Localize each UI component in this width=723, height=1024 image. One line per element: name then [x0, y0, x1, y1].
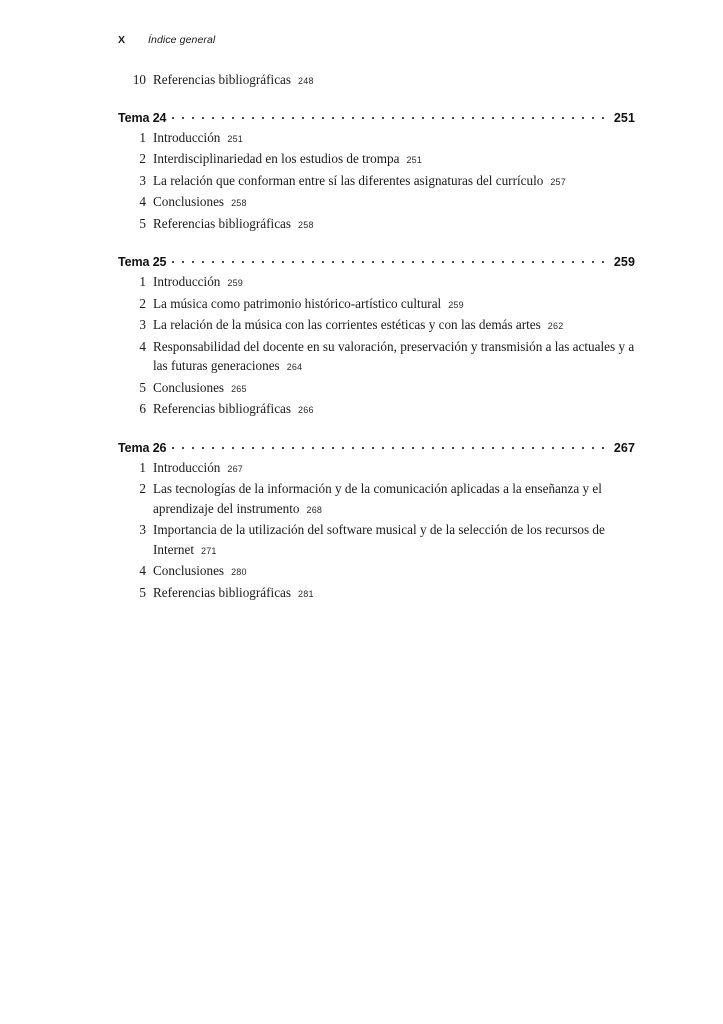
- toc-entry-number: 4: [139, 338, 146, 354]
- toc-section: [118, 254, 635, 421]
- toc-entry-page: 264: [286, 362, 303, 372]
- toc-entry[interactable]: [118, 315, 635, 337]
- toc-entry-page: 257: [550, 176, 566, 187]
- toc-entry-title: Introducción: [153, 129, 221, 145]
- page-folio: X: [118, 34, 126, 46]
- toc-entry[interactable]: [118, 399, 635, 421]
- toc-section-entries: [118, 272, 635, 421]
- toc-entry-title: La relación que conforman entre sí las diferentes asignaturas del currículo: [153, 172, 544, 188]
- toc-entry-page: 271: [201, 545, 217, 556]
- toc-entry-number: 2: [139, 481, 146, 496]
- toc-entry-page: 251: [227, 133, 244, 144]
- toc-orphan-entries: [118, 70, 635, 92]
- toc-section-entries: [118, 458, 635, 605]
- toc-entry[interactable]: [118, 479, 635, 520]
- toc-entry-body: [153, 70, 635, 92]
- toc-entry-number: 5: [139, 584, 146, 600]
- toc-entry-page: 259: [448, 299, 464, 310]
- toc-entry-page: 258: [298, 219, 314, 230]
- toc-entry-page: 266: [298, 405, 314, 415]
- toc-section-entries: [118, 128, 635, 236]
- toc-entry[interactable]: [118, 192, 635, 214]
- toc-entry-page: 259: [227, 278, 244, 288]
- toc-entry-page: 265: [231, 383, 247, 394]
- toc-entry-body: [153, 315, 635, 337]
- toc-entry-number: 10: [132, 72, 146, 87]
- toc-entry-number: 1: [139, 459, 146, 475]
- toc-entry-body: [153, 520, 635, 561]
- toc-entry-page: 262: [547, 321, 564, 331]
- toc-entry-title: Referencias bibliográficas: [153, 72, 292, 87]
- toc-entry-page: 280: [231, 567, 247, 577]
- toc-entry-number: 1: [139, 129, 146, 145]
- toc-entry-number: 2: [139, 151, 146, 166]
- dot-leader: [172, 254, 605, 266]
- toc-entry-title: Importancia de la utilización del software musical y de la selección de los recursos de Internet: [153, 522, 605, 557]
- toc-entry-body: [153, 149, 635, 171]
- running-head: [118, 34, 638, 50]
- toc-entry[interactable]: [118, 561, 635, 583]
- toc-entry-number: 1: [139, 274, 146, 289]
- toc-entry-number: 3: [139, 317, 146, 332]
- toc-entry-title: Introducción: [153, 274, 221, 289]
- toc-entry-body: [153, 294, 635, 316]
- toc-entry-number: 3: [139, 522, 146, 537]
- toc-entry-page: 268: [306, 504, 323, 515]
- toc-section: [118, 110, 635, 236]
- toc-entry-title: Referencias bibliográficas: [153, 215, 292, 231]
- toc-entry-page: 251: [406, 155, 423, 165]
- toc-entry-body: [153, 378, 635, 400]
- toc-entry-title: Referencias bibliográficas: [153, 584, 292, 600]
- toc-section-page: 259: [613, 255, 635, 269]
- toc-section-page: 251: [613, 110, 635, 125]
- toc-entry[interactable]: [118, 272, 635, 294]
- toc-section-heading[interactable]: [118, 110, 635, 125]
- running-head-title: Índice general: [148, 34, 216, 46]
- toc-entry-number: 6: [139, 401, 146, 416]
- section-spacer: [118, 421, 635, 440]
- toc-entry-body: [153, 192, 635, 214]
- toc-entry[interactable]: [118, 294, 635, 316]
- dot-leader: [172, 110, 605, 122]
- toc-entry-page: 248: [298, 76, 314, 86]
- toc-section-label: Tema 25: [118, 255, 167, 269]
- toc-entry-title: Conclusiones: [153, 379, 225, 395]
- toc-entry[interactable]: [118, 337, 635, 378]
- toc-entry-body: [153, 171, 635, 193]
- toc-entry-title: Responsabilidad del docente en su valoración, preservación y transmisión a las actuales y a las futuras generaciones: [153, 338, 635, 373]
- toc-entry-body: [153, 479, 635, 520]
- section-spacer: [118, 235, 635, 254]
- toc-entry-title: Conclusiones: [153, 194, 225, 209]
- toc-entry[interactable]: [118, 458, 635, 480]
- toc-entry-title: Las tecnologías de la información y de la comunicación aplicadas a la enseñanza y el aprendizaje del instrumento: [153, 481, 602, 516]
- toc-entry-title: Introducción: [153, 459, 221, 475]
- toc-entry-body: [153, 214, 635, 236]
- toc-entry-body: [153, 399, 635, 421]
- toc-entry[interactable]: [118, 70, 635, 92]
- toc-entry-title: Conclusiones: [153, 563, 225, 578]
- toc-entry[interactable]: [118, 214, 635, 236]
- toc-entry-number: 4: [139, 194, 146, 209]
- toc-section-heading[interactable]: [118, 440, 635, 455]
- toc-entry[interactable]: [118, 520, 635, 561]
- toc-section-page: 267: [613, 440, 635, 455]
- toc-entry[interactable]: [118, 378, 635, 400]
- toc-entry[interactable]: [118, 583, 635, 605]
- toc-section-label: Tema 24: [118, 110, 167, 125]
- toc-entry[interactable]: [118, 149, 635, 171]
- toc-entry-body: [153, 337, 635, 378]
- toc-entry-number: 4: [139, 563, 146, 578]
- table-of-contents: [118, 70, 635, 604]
- dot-leader: [172, 440, 605, 452]
- toc-entry-page: 258: [231, 198, 247, 208]
- toc-entry-number: 5: [139, 379, 146, 395]
- toc-entry-page: 267: [227, 463, 244, 474]
- toc-entry-body: [153, 561, 635, 583]
- toc-section-heading[interactable]: [118, 254, 635, 269]
- toc-entry-title: La música como patrimonio histórico-artístico cultural: [153, 295, 442, 311]
- toc-entry-title: Interdisciplinariedad en los estudios de trompa: [153, 151, 400, 166]
- toc-entry-body: [153, 458, 635, 480]
- toc-section-label: Tema 26: [118, 440, 167, 455]
- toc-entry-number: 2: [139, 295, 146, 311]
- toc-section: [118, 440, 635, 605]
- toc-entry-number: 3: [139, 172, 146, 188]
- toc-entry-body: [153, 583, 635, 605]
- toc-entry[interactable]: [118, 128, 635, 150]
- toc-entry-number: 5: [139, 215, 146, 231]
- toc-entry-title: La relación de la música con las corrientes estéticas y con las demás artes: [153, 317, 541, 332]
- toc-entry-body: [153, 128, 635, 150]
- toc-entry[interactable]: [118, 171, 635, 193]
- toc-entry-title: Referencias bibliográficas: [153, 401, 292, 416]
- toc-entry-body: [153, 272, 635, 294]
- toc-entry-page: 281: [298, 588, 314, 599]
